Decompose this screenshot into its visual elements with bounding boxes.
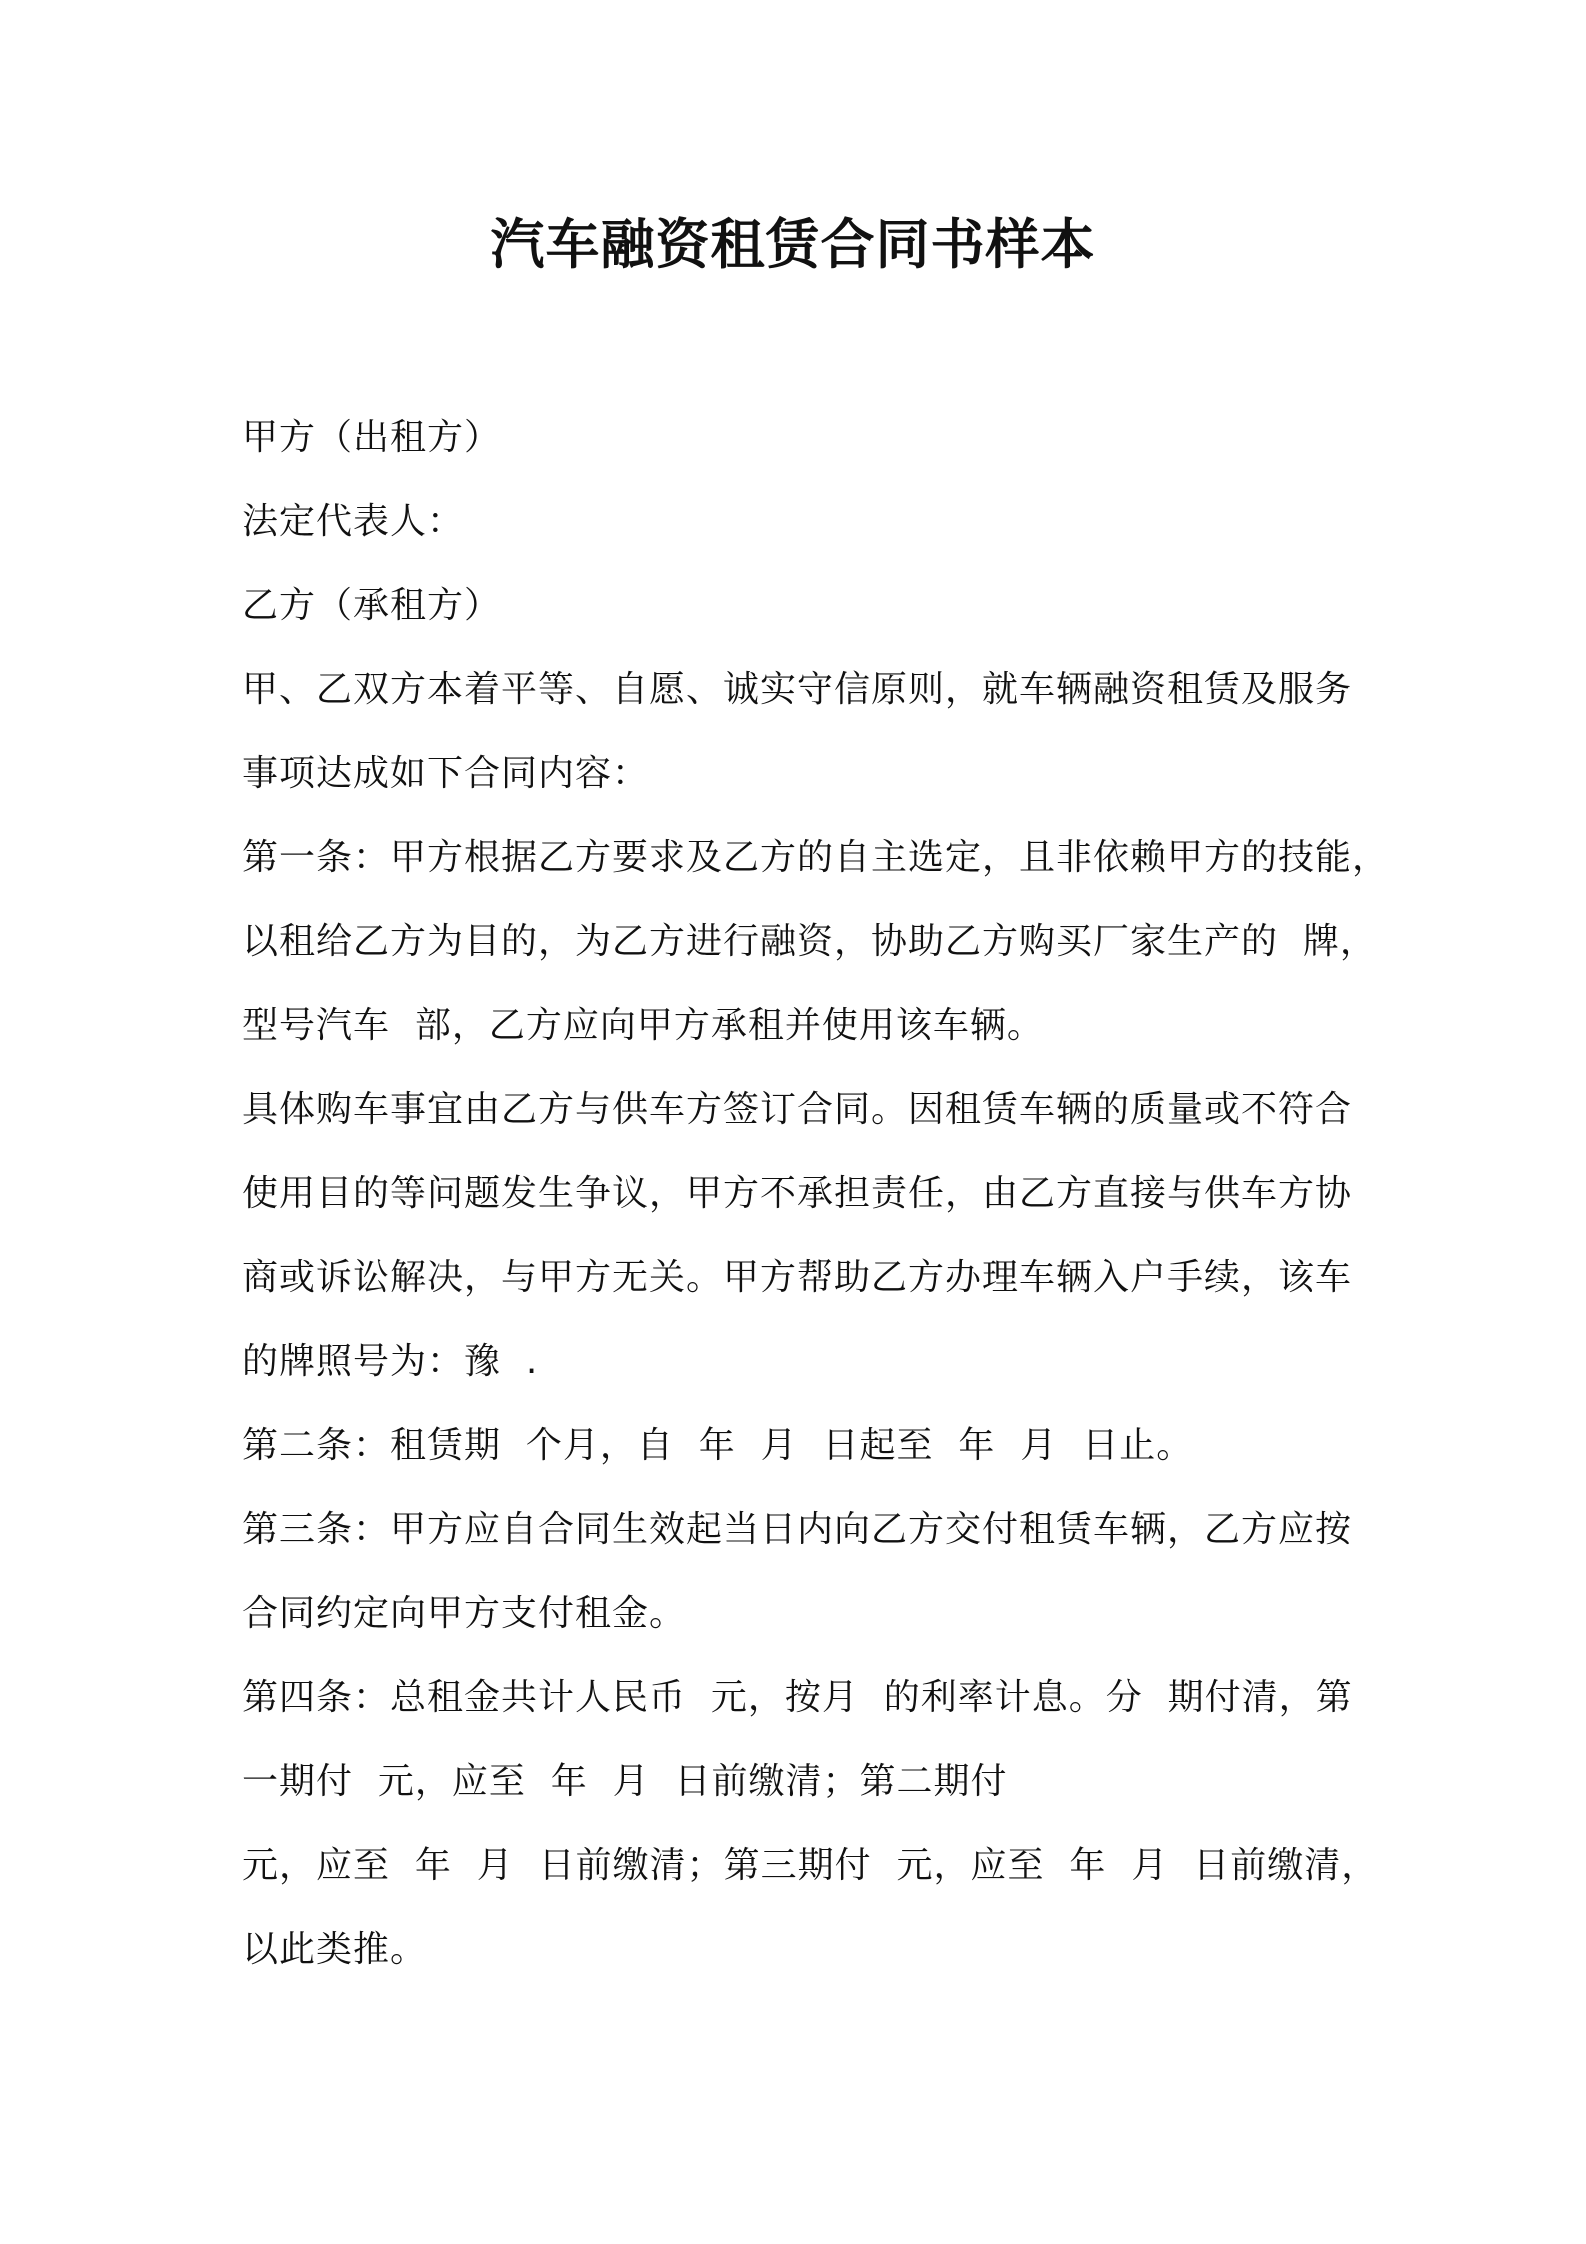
party-a-line: 甲方（出租方） bbox=[242, 417, 502, 458]
article-3-line: 合同约定向甲方支付租金。 bbox=[242, 1593, 687, 1634]
article-3-line: 第三条：甲方应自合同生效起当日内向乙方交付租赁车辆，乙方应按 bbox=[242, 1509, 1353, 1550]
article-1-line: 型号汽车 部，乙方应向甲方承租并使用该车辆。 bbox=[242, 1005, 1044, 1046]
party-b-line: 乙方（承租方） bbox=[242, 585, 502, 626]
article-1-line: 以租给乙方为目的，为乙方进行融资，协助乙方购买厂家生产的 牌， bbox=[242, 921, 1377, 962]
preamble-line: 事项达成如下合同内容： bbox=[242, 753, 650, 794]
article-1-line: 第一条：甲方根据乙方要求及乙方的自主选定，且非依赖甲方的技能， bbox=[242, 837, 1390, 878]
license-plate-line: 的牌照号为：豫 . bbox=[242, 1341, 539, 1382]
article-1-detail-line: 商或诉讼解决，与甲方无关。甲方帮助乙方办理车辆入户手续，该车 bbox=[242, 1257, 1353, 1298]
legal-representative-line: 法定代表人： bbox=[242, 501, 465, 542]
article-1-detail-line: 具体购车事宜由乙方与供车方签订合同。因租赁车辆的质量或不符合 bbox=[242, 1089, 1353, 1130]
article-4-line: 一期付 元，应至 年 月 日前缴清；第二期付 bbox=[242, 1761, 1008, 1802]
article-4-line: 以此类推。 bbox=[242, 1929, 428, 1970]
article-4-line: 第四条：总租金共计人民币 元，按月 的利率计息。分 期付清，第 bbox=[242, 1677, 1353, 1718]
article-1-detail-line: 使用目的等问题发生争议，甲方不承担责任，由乙方直接与供车方协 bbox=[242, 1173, 1353, 1214]
article-4-line: 元，应至 年 月 日前缴清；第三期付 元，应至 年 月 日前缴清， bbox=[242, 1845, 1379, 1886]
preamble-line: 甲、乙双方本着平等、自愿、诚实守信原则，就车辆融资租赁及服务 bbox=[242, 669, 1353, 710]
document-title: 汽车融资租赁合同书样本 bbox=[490, 213, 1096, 276]
article-2-line: 第二条：租赁期 个月，自 年 月 日起至 年 月 日止。 bbox=[242, 1425, 1194, 1466]
